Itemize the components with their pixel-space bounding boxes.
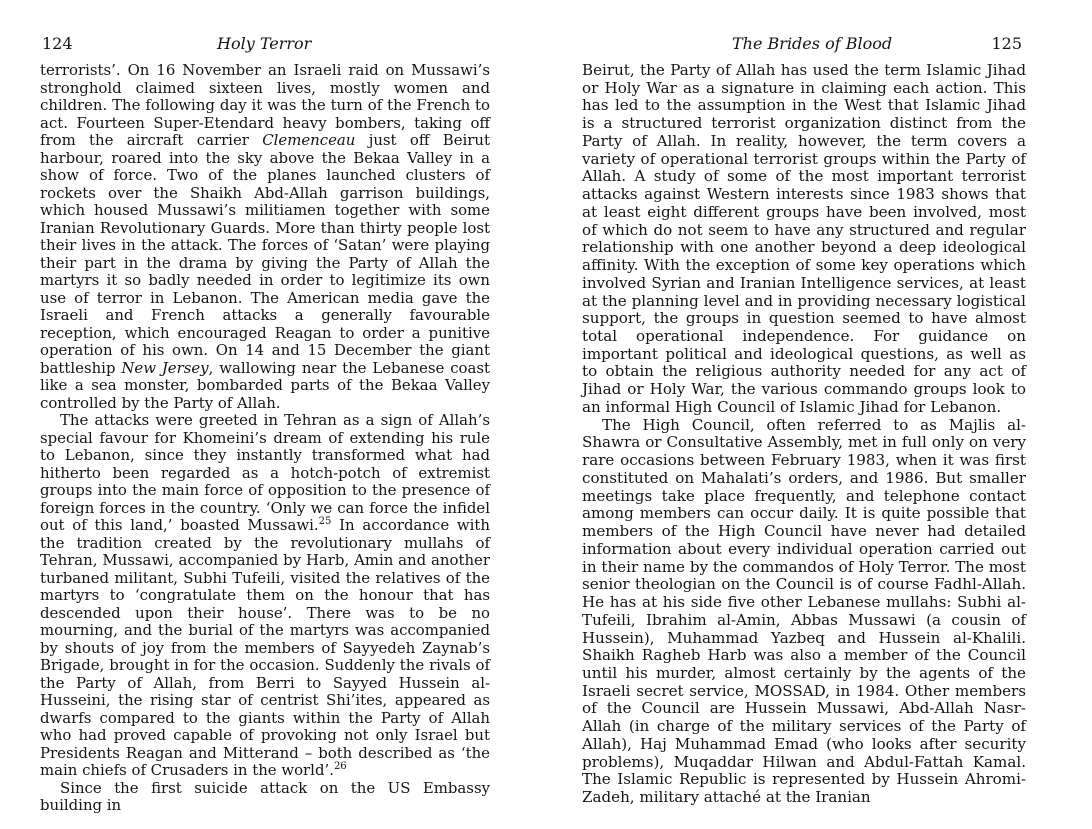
paragraph	[40, 780, 490, 815]
text-run: just off Beirut harbour, roared into the sky above the Bekaa Valley in a show of force. Two of the planes launched clusters of rockets over the Shaikh Abd-Allah garrison buildings, which housed Mussawi’s militiamen together with some Iranian Revolutionary Guards. More than thirty people lost their lives in the attack. The forces of ‘Satan’ were playing their part in the drama by giving the Party of Allah the martyrs it so badly needed in order to legitimize its own use of terror in Lebanon. The American media gave the Israeli and French attacks a generally favourable reception, which encouraged Reagan to order a punitive operation of his own. On 14 and 15 December the giant battleship	[40, 131, 490, 377]
right-page	[582, 0, 1026, 829]
left-page-header	[40, 34, 490, 54]
right-page-header	[582, 34, 1026, 54]
paragraph	[582, 417, 1026, 807]
right-page-number: 125	[991, 34, 1022, 53]
text-run: , wallowing near the Lebanese coast like a sea monster, bombarded parts of the Bekaa Valley controlled by the Party of Allah.	[40, 358, 490, 412]
paragraph	[40, 62, 490, 412]
paragraph	[40, 412, 490, 780]
text-run: Since the first suicide attack on the US Embassy building in	[40, 778, 490, 814]
text-run: The High Council, often referred to as Majlis al-Shawra or Consultative Assembly, met in full only on very rare occasions between February 1983, when it was first constituted on Mahalati’s orders, and 1986. But smaller meetings take place frequently, and telephone contact among members can occur daily. It is quite possible that members of the High Council have never had detailed information about every individual operation carried out in their name by the commandos of Holy Terror. The most senior theologian on the Council is of course Fadhl-Allah. He has at his side five other Lebanese mullahs: Subhi al-Tufeili, Ibrahim al-Amin, Abbas Mussawi (a cousin of Hussein), Muhammad Yazbeq and Hussein al-Khalili. Shaikh Ragheb Harb was also a member of the Council until his murder, almost certainly by the agents of the Israeli secret service, MOSSAD, in 1984. Other members of the Council are Hussein Mussawi, Abd-Allah Nasr-Allah (in charge of the military services of the Party of Allah), Haj Muhammad Emad (who looks after security problems), Muqaddar Hilwan and Abdul-Fattah Kamal. The Islamic Republic is represented by Hussein Ahromi-Zadeh, military attaché at the Iranian	[582, 415, 1026, 807]
text-run: Beirut, the Party of Allah has used the term Islamic Jihad or Holy War as a signature in claiming each action. This has led to the assumption in the West that Islamic Jihad is a structured terrorist organization distinct from the Party of Allah. In reality, however, the term covers a variety of operational terrorist groups within the Party of Allah. A study of some of the most important terrorist attacks against Western interests since 1983 shows that at least eight different groups have been involved, most of which do not seem to have any structured and regular relationship with one another beyond a deep ideological affinity. With the exception of some key operations which involved Syrian and Iranian Intelligence services, at least at the planning level and in providing necessary logistical support, the groups in question seemed to have almost total operational independence. For guidance on important political and ideological questions, as well as to obtain the religious authority needed for any act of Jihad or Holy War, the various commando groups look to an informal High Council of Islamic Jihad for Lebanon.	[582, 61, 1026, 416]
text-run: The attacks were greeted in Tehran as a sign of Allah’s special favour for Khomeini’s dream of extending his rule to Lebanon, since they instantly transformed what had hitherto been regarded as a hotch-potch of extremist groups into the main force of opposition to the presence of foreign forces in the country. ‘Only we can force the infidel out of this land,’ boasted Mussawi.	[40, 411, 490, 534]
text-run: In accordance with the tradition created by the revolutionary mullahs of Tehran, Mussawi, accompanied by Harb, Amin and another turbaned militant, Subhi Tufeili, visited the relatives of the martyrs to ‘congratulate them on the honour that has descended upon their house’. There was to be no mourning, and the burial of the martyrs was accompanied by shouts of joy from the members of Sayyedeh Zaynab’s Brigade, brought in for the occasion. Suddenly the rivals of the Party of Allah, from Berri to Sayyed Hussein al-Husseini, the rising star of centrist Shi’ites, appeared as dwarfs compared to the giants within the Party of Allah who had proved capable of provoking not only Israel but Presidents Reagan and Mitterand – both described as ‘the main chiefs of Crusaders in the world’.	[40, 516, 490, 779]
text-run: terrorists’. On 16 November an Israeli raid on Mussawi’s stronghold claimed sixteen lives, mostly women and children. The following day it was the turn of the French to act. Fourteen Super-Etendard heavy bombers, taking off from the aircraft carrier	[40, 61, 490, 149]
right-page-body	[582, 62, 1026, 807]
footnote-ref: 26	[333, 761, 347, 772]
left-running-head: Holy Terror	[217, 34, 312, 53]
footnote-ref: 25	[318, 516, 332, 527]
paragraph	[582, 62, 1026, 417]
left-page	[40, 0, 490, 829]
left-page-body	[40, 62, 490, 815]
right-running-head: The Brides of Blood	[732, 34, 893, 53]
italic-text: New Jersey	[121, 358, 209, 377]
italic-text: Clemenceau	[262, 131, 356, 149]
left-page-number: 124	[42, 34, 73, 53]
